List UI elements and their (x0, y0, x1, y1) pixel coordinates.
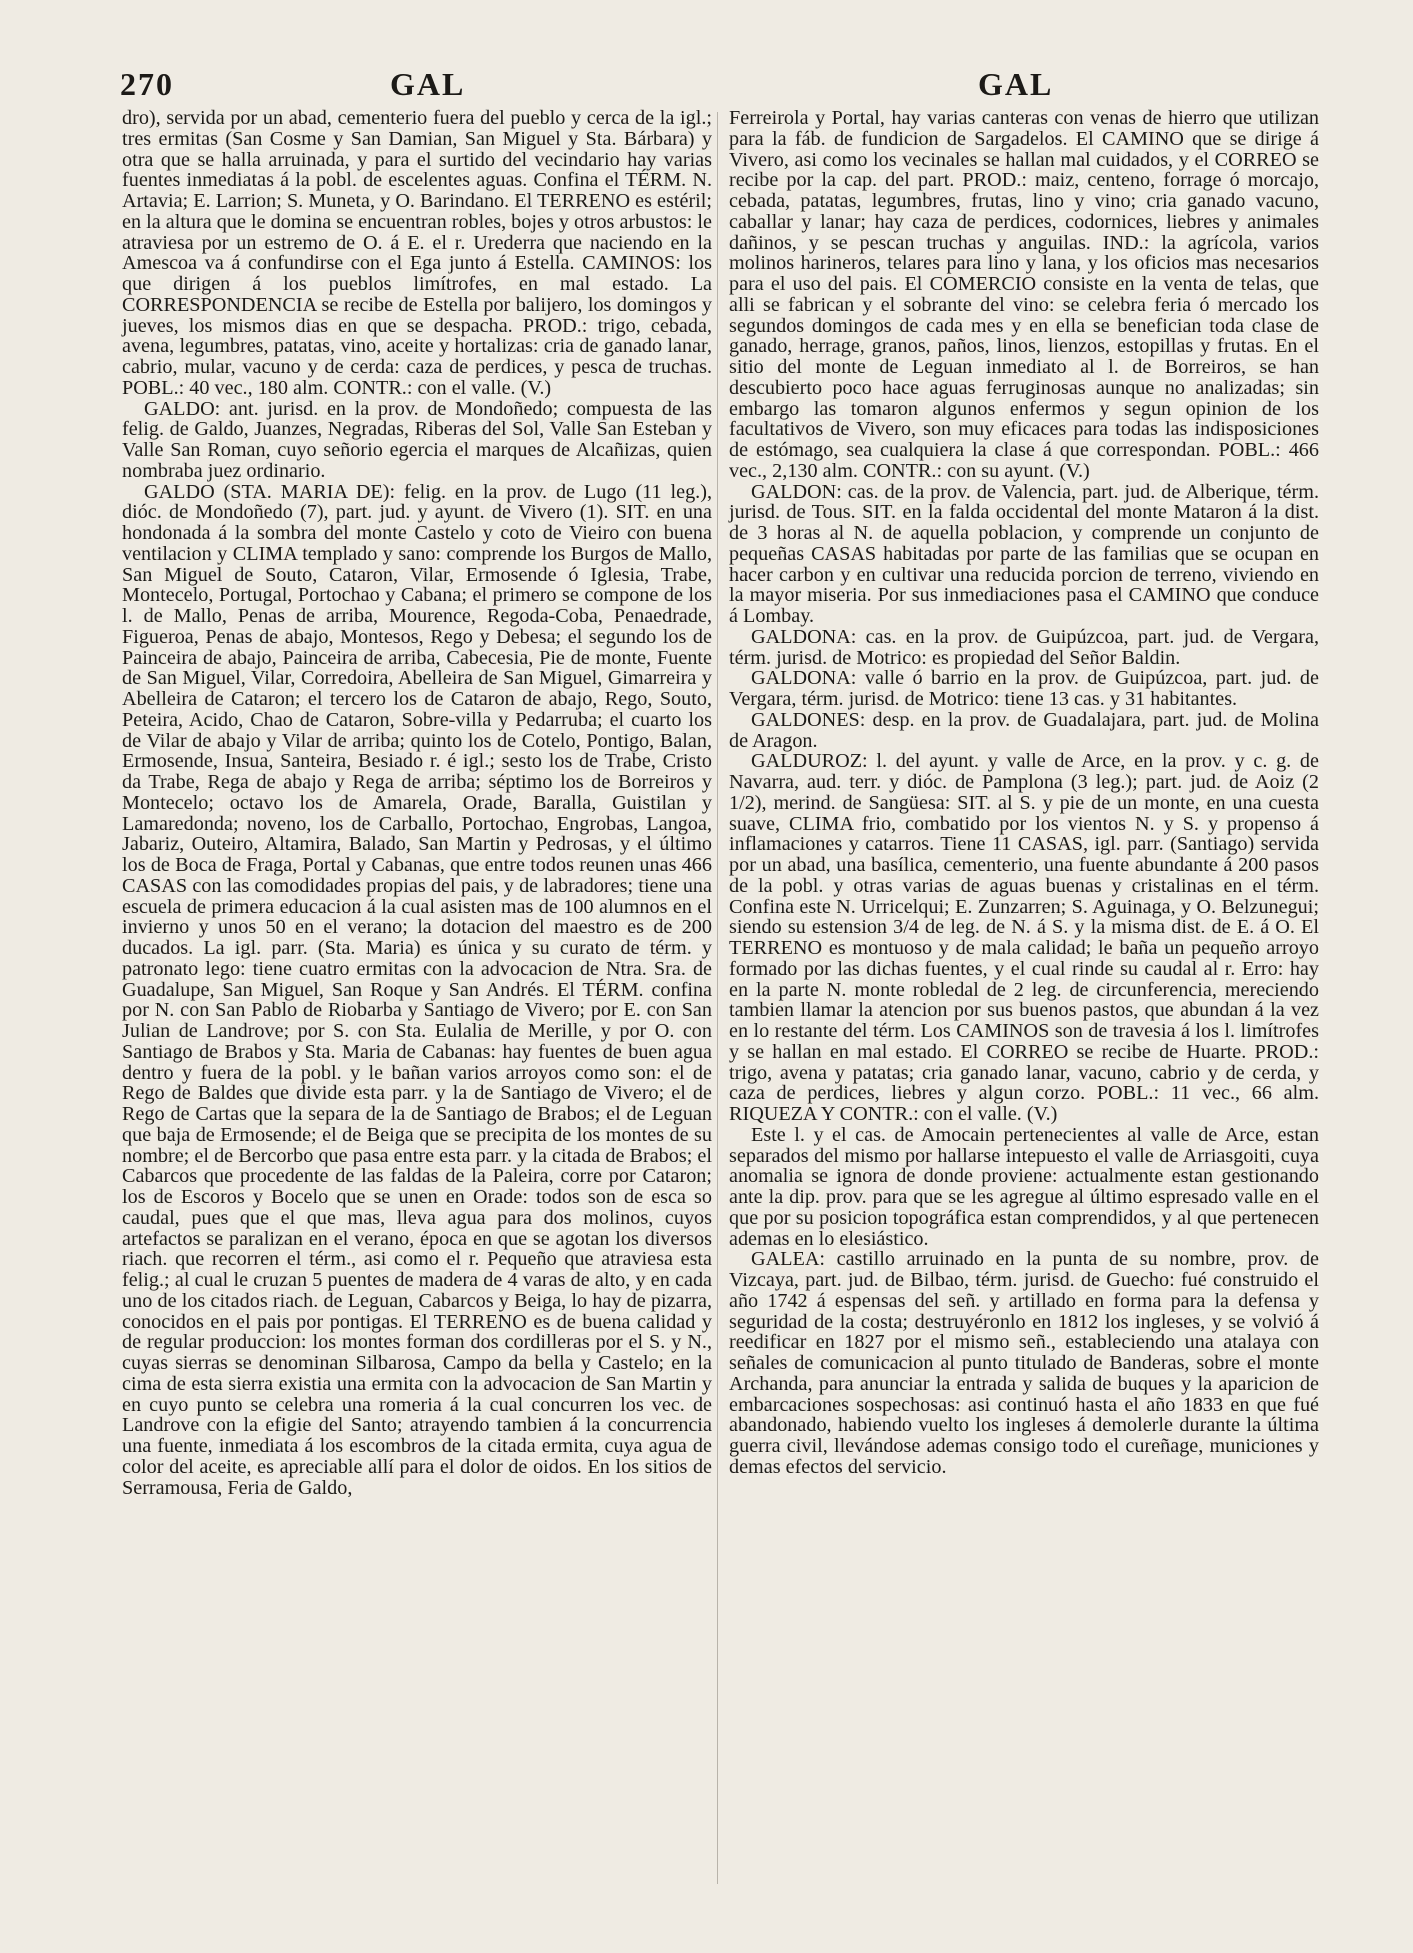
entry-paragraph: GALDONA: valle ó barrio en la prov. de Guipúzcoa, part. jud. de Vergara, térm. jurisd. de Motrico: tiene 13 cas. y 31 habitantes. (729, 667, 1319, 710)
left-column (122, 108, 712, 1498)
entry-paragraph: Ferreirola y Portal, hay varias canteras con venas de hierro que utilizan para la fáb. de fundicion de Sargadelos. El CAMINO que se dirige á Vivero, asi como los vecinales se hallan mal cuidados, y el CORREO se recibe por la cap. del part. PROD.: maiz, centeno, forrage ó morcajo, cebada, patatas, legumbres, frutas, lino y vino; cria ganado vacuno, caballar y lanar; hay caza de perdices, codornices, liebres y animales dañinos, y se pescan truchas y anguilas. IND.: la agrícola, varios molinos harineros, telares para lino y lana, y los oficios mas necesarios para el uso del pais. El COMERCIO consiste en la venta de telas, que alli se fabrican y el sobrante del vino: se celebra feria ó mercado los segundos domingos de cada mes y en ella se benefician toda clase de ganado, herrage, granos, paños, linos, lienzos, estopillas y frutas. En el sitio del monte de Leguan inmediato al l. de Borreiros, se han descubierto poco hace aguas ferruginosas aunque no analizadas; sin embargo las tomaron algunos enfermos y segun opinion de los facultativos de Vivero, son muy eficaces para todas las indisposiciones de estómago, sea cualquiera la clase á que correspondan. POBL.: 466 vec., 2,130 alm. CONTR.: con su ayunt. (V.) (729, 107, 1319, 482)
right-column (729, 108, 1319, 1478)
entry-paragraph: GALDUROZ: l. del ayunt. y valle de Arce, en la prov. y c. g. de Navarra, aud. terr. y dióc. de Pamplona (3 leg.); part. jud. de Aoiz (2 1/2), merind. de Sangüesa: SIT. al S. y pie de un monte, en una cuesta suave, CLIMA frio, combatido por los vientos N. y S. y propenso á inflamaciones y catarros. Tiene 11 CASAS, igl. parr. (Santiago) servida por un abad, una basílica, cementerio, una fuente abundante á 200 pasos de la pobl. y otras varias de aguas buenas y cristalinas en el térm. Confina este N. Urricelqui; E. Zunzarren; S. Aguinaga, y O. Belzunegui; siendo su estension 3/4 de leg. de N. á S. y la misma dist. de E. á O. El TERRENO es montuoso y de mala calidad; le baña un pequeño arroyo formado por las dichas fuentes, y el cual rinde su caudal al r. Erro: hay en la parte N. monte robledal de 2 leg. de circunferencia, mereciendo tambien llamar la atencion por sus buenos pastos, que abundan á la vez en lo restante del térm. Los CAMINOS son de travesia á los l. limítrofes y se hallan en mal estado. El CORREO se recibe de Huarte. PROD.: trigo, avena y patatas; cria ganado lanar, vacuno, cabrio y de cerda, y caza de perdices, liebres y algun corzo. POBL.: 11 vec., 66 alm. RIQUEZA Y CONTR.: con el valle. (V.) (729, 750, 1319, 1125)
entry-paragraph: GALDON: cas. de la prov. de Valencia, part. jud. de Alberique, térm. jurisd. de Tous. SIT. en la falda occidental del monte Mataron á la dist. de 3 horas al N. de aquella poblacion, y comprende un conjunto de pequeñas CASAS habitadas por parte de las familias que se ocupan en hacer carbon y en cultivar una reducida porcion de terreno, viviendo en la mayor miseria. Por sus inmediaciones pasa el CAMINO que conduce á Lombay. (729, 480, 1319, 627)
running-head-right: GAL (978, 66, 1054, 102)
entry-paragraph: Este l. y el cas. de Amocain pertenecientes al valle de Arce, estan separados del mismo por hallarse intepuesto el valle de Arriasgoiti, cuya anomalia se ignora de donde proviene: actualmente estan gestionando ante la dip. prov. para que se les agregue al último espresado valle en el que por su posicion topográfica estan comprendidos, y al que pertenecen ademas en lo elesiástico. (729, 1123, 1319, 1250)
column-divider (717, 112, 718, 1884)
entry-paragraph: dro), servida por un abad, cementerio fuera del pueblo y cerca de la igl.; tres ermitas (San Cosme y San Damian, San Miguel y Sta. Bárbara) y otra que se halla arruinada, y para el surtido del vecindario hay varias fuentes inmediatas á la pobl. de escelentes aguas. Confina el TÉRM. N. Artavia; E. Larrion; S. Muneta, y O. Barindano. El TERRENO es estéril; en la altura que le domina se encuentran robles, bojes y otros arbustos: le atraviesa por un estremo de O. á E. el r. Urederra que naciendo en la Amescoa va á confundirse con el Ega junto á Estella. CAMINOS: los que dirigen á los pueblos limítrofes, en mal estado. La CORRESPONDENCIA se recibe de Estella por balijero, los domingos y jueves, los mismos dias en que se despacha. PROD.: trigo, cebada, avena, legumbres, patatas, vino, aceite y hortalizas: cria de ganado lanar, cabrio, mular, vacuno y de cerda: caza de perdices, y pesca de truchas. POBL.: 40 vec., 180 alm. CONTR.: con el valle. (V.) (122, 107, 712, 399)
entry-paragraph: GALEA: castillo arruinado en la punta de su nombre, prov. de Vizcaya, part. jud. de Bilbao, térm. jurisd. de Guecho: fué construido el año 1742 á espensas del señ. y artillado en forma para la defensa y seguridad de la costa; destruyéronlo en 1812 los ingleses, y se volvió á reedificar en 1827 por el mismo señ., estableciendo una atalaya con señales de comunicacion al punto titulado de Banderas, sobre el monte Archanda, para anunciar la entrada y salida de buques y la aparicion de embarcaciones sospechosas: asi continuó hasta el año 1833 en que fué abandonado, habiendo vuelto los ingleses á demolerle durante la última guerra civil, llevándose ademas consigo todo el cureñage, municiones y demas efectos del servicio. (729, 1248, 1319, 1478)
entry-paragraph: GALDONA: cas. en la prov. de Guipúzcoa, part. jud. de Vergara, térm. jurisd. de Motrico: es propiedad del Señor Baldin. (729, 625, 1319, 669)
entry-paragraph: GALDO: ant. jurisd. en la prov. de Mondoñedo; compuesta de las felig. de Galdo, Juanzes, Negradas, Riberas del Sol, Valle San Esteban y Valle San Roman, cuyo señorio egercia el marques de Alcañizas, quien nombraba juez ordinario. (122, 397, 712, 482)
entry-paragraph: GALDO (STA. MARIA DE): felig. en la prov. de Lugo (11 leg.), dióc. de Mondoñedo (7), part. jud. y ayunt. de Vivero (1). SIT. en una hondonada á la sombra del monte Castelo y coto de Vieiro con buena ventilacion y CLIMA templado y sano: comprende los Burgos de Mallo, San Miguel de Souto, Cataron, Vilar, Ermosende ó Iglesia, Trabe, Montecelo, Portugal, Portochao y Cabana; el primero se compone de los l. de Mallo, Penas de arriba, Mourence, Regoda-Coba, Penaedrade, Figueroa, Penas de abajo, Montesos, Rego y Debesa; el segundo los de Painceira de abajo, Painceira de arriba, Cabecesia, Pie de monte, Fuente de San Miguel, Vilar, Corredoira, Abelleira de San Miguel, Gimarreira y Abelleira de Cataron; el tercero los de Cataron de abajo, Rego, Souto, Peteira, Acido, Chao de Cataron, Sobre-villa y Pedarruba; el cuarto los de Vilar de abajo y Vilar de arriba; quinto los de Cotelo, Pontigo, Balan, Ermosende, Insua, Santeira, Besiado r. é igl.; sesto los de Trabe, Cristo da Trabe, Rega de abajo y Rega de arriba; séptimo los de Borreiros y Montecelo; octavo los de Amarela, Orade, Baralla, Guistilan y Lamaredonda; noveno, los de Carballo, Portochao, Engrobas, Langoa, Jabariz, Outeiro, Altamira, Balado, San Martin y Pedrosas, y el último los de Boca de Fraga, Portal y Cabanas, que entre todos reunen unas 466 CASAS con las comodidades propias del pais, y de labradores; tiene una escuela de primera educacion á la cual asisten mas de 100 alumnos en el invierno y unos 50 en el verano; la dotacion del maestro es de 200 ducados. La igl. parr. (Sta. Maria) es única y su curato de térm. y patronato lego: tiene cuatro ermitas con la advocacion de Ntra. Sra. de Guadalupe, San Miguel, San Roque y San Andrés. El TÉRM. confina por N. con San Pablo de Riobarba y Santiago de Vivero; por E. con San Julian de Landrove; por S. con Sta. Eulalia de Merille, y por O. con Santiago de Brabos y Sta. Maria de Cabanas: hay fuentes de buen agua dentro y fuera de la pobl. y le bañan varios arroyos como son: el de Rego de Baldes que divide esta parr. y la de Santiago de Vivero; el de Rego de Cartas que la separa de la de Santiago de Brabos; el de Leguan que baja de Ermosende; el de Beiga que se precipita de los montes de su nombre; el de Bercorbo que pasa entre esta parr. y la citada de Brabos; el Cabarcos que procedente de las faldas de la Paleira, corre por Cataron; los de Escoros y Bocelo que se unen en Orade: todos son de esca so caudal, pues que el que mas, lleva agua para dos molinos, cuyos artefactos se paralizan en el verano, época en que se agotan los diversos riach. que recorren el térm., asi como el r. Pequeño que atraviesa esta felig.; al cual le cruzan 5 puentes de madera de 4 varas de alto, y en cada uno de los citados riach. de Leguan, Cabarcos y Beiga, lo hay de pizarra, conocidos en el pais por pontigas. El TERRENO es de buena calidad y de regular produccion: los montes forman dos cordilleras por el S. y N., cuyas sierras se denominan Silbarosa, Campo da bella y Castelo; en la cima de esta sierra existia una ermita con la advocacion de San Martin y en cuyo punto se celebra una romeria á la cual concurren los vec. de Landrove con la efigie del Santo; atrayendo tambien á la concurrencia una fuente, inmediata á los escombros de la citada ermita, cuya agua de color del aceite, es apreciable allí para el dolor de oidos. En los sitios de Serramousa, Feria de Galdo, (122, 480, 712, 1499)
running-head-left: GAL (390, 66, 466, 102)
page-number: 270 (120, 66, 174, 102)
entry-paragraph: GALDONES: desp. en la prov. de Guadalajara, part. jud. de Molina de Aragon. (729, 708, 1319, 752)
